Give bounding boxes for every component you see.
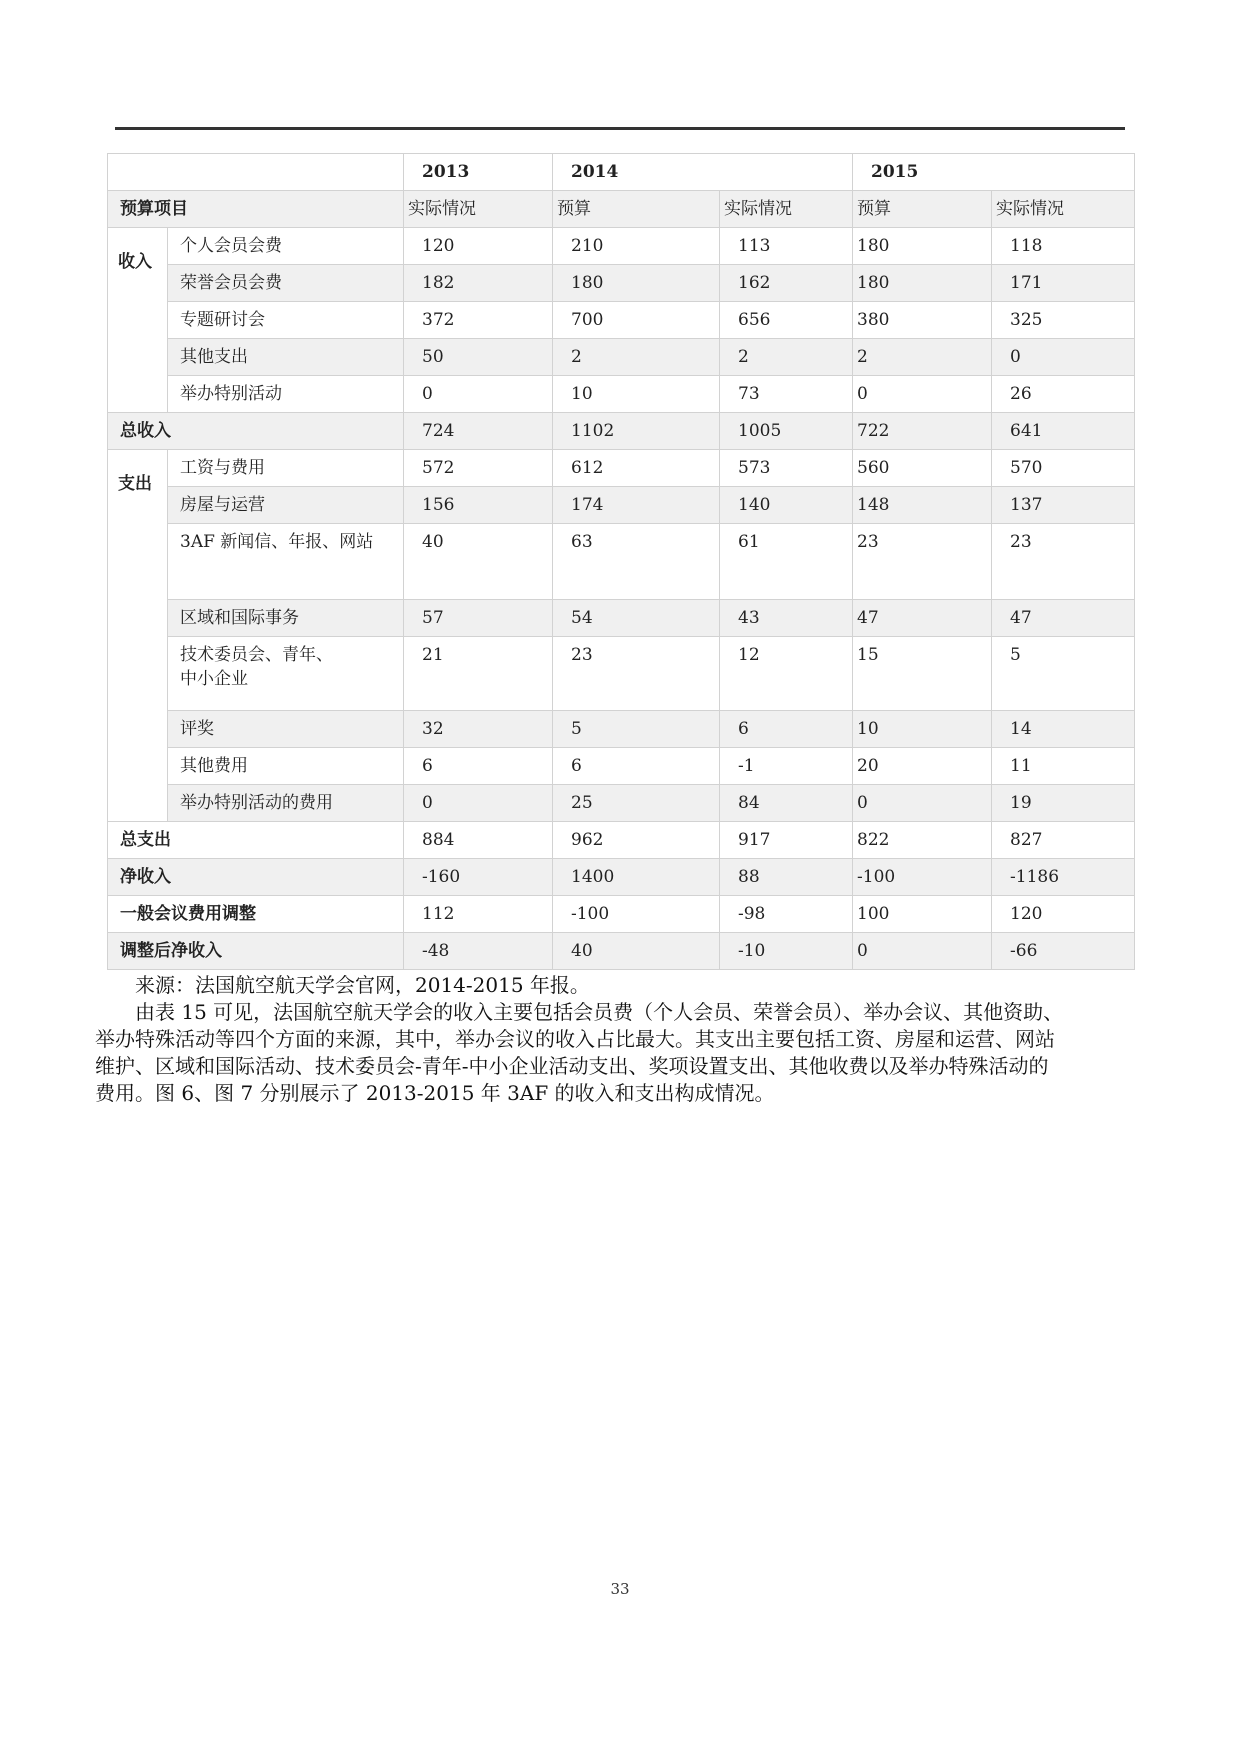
cell: 15 (853, 637, 992, 711)
row-label: 房屋与运营 (168, 487, 404, 524)
cell: 162 (720, 265, 853, 302)
cell: 573 (720, 450, 853, 487)
cell: 148 (853, 487, 992, 524)
cell: 325 (992, 302, 1135, 339)
table-row (108, 711, 1135, 748)
cell: 0 (853, 376, 992, 413)
row-label: 评奖 (168, 711, 404, 748)
cell: -98 (720, 896, 853, 933)
meeting-adjustment-row (108, 896, 1135, 933)
corner-cell (108, 154, 404, 191)
cell: 5 (992, 637, 1135, 711)
cell: 1400 (553, 859, 720, 896)
row-label: 总收入 (108, 413, 404, 450)
cell: 120 (992, 896, 1135, 933)
cell: 656 (720, 302, 853, 339)
cell: 23 (853, 524, 992, 600)
cell: 724 (404, 413, 553, 450)
cell: 0 (992, 339, 1135, 376)
row-label: 区域和国际事务 (168, 600, 404, 637)
cell: 100 (853, 896, 992, 933)
row-label: 调整后净收入 (108, 933, 404, 970)
table-row (108, 228, 1135, 265)
cell: 40 (553, 933, 720, 970)
cell: 112 (404, 896, 553, 933)
row-label: 其他费用 (168, 748, 404, 785)
cell: 43 (720, 600, 853, 637)
cell: 73 (720, 376, 853, 413)
cell: 372 (404, 302, 553, 339)
cell: 560 (853, 450, 992, 487)
year-2014: 2014 (553, 154, 853, 191)
row-label-line1: 技术委员会、青年、 (180, 645, 333, 665)
cell: -66 (992, 933, 1135, 970)
total-expense-row (108, 822, 1135, 859)
cell: 180 (853, 228, 992, 265)
subheader-2014-actual: 实际情况 (720, 191, 853, 228)
row-label: 3AF 新闻信、年报、网站 (168, 524, 404, 600)
adjusted-net-income-row (108, 933, 1135, 970)
cell: 20 (853, 748, 992, 785)
row-label: 一般会议费用调整 (108, 896, 404, 933)
cell: 23 (553, 637, 720, 711)
cell: 0 (404, 785, 553, 822)
table-row (108, 600, 1135, 637)
cell: -100 (853, 859, 992, 896)
cell: 23 (992, 524, 1135, 600)
table-row (108, 524, 1135, 600)
cell: 180 (553, 265, 720, 302)
cell: 6 (404, 748, 553, 785)
expense-group-label: 支出 (108, 450, 168, 822)
table-row (108, 450, 1135, 487)
cell: 0 (853, 933, 992, 970)
net-income-row (108, 859, 1135, 896)
table-row (108, 376, 1135, 413)
cell: 822 (853, 822, 992, 859)
cell: 40 (404, 524, 553, 600)
cell: 19 (992, 785, 1135, 822)
cell: 572 (404, 450, 553, 487)
cell: 21 (404, 637, 553, 711)
source-note: 来源：法国航空航天学会官网，2014-2015 年报。 (135, 973, 590, 997)
table-row (108, 487, 1135, 524)
cell: 6 (553, 748, 720, 785)
cell: 2 (853, 339, 992, 376)
cell: 113 (720, 228, 853, 265)
cell: -1 (720, 748, 853, 785)
cell: 570 (992, 450, 1135, 487)
cell: 12 (720, 637, 853, 711)
paragraph-line-2: 举办特殊活动等四个方面的来源，其中，举办会议的收入占比最大。其支出主要包括工资、房屋和运营、网站 (95, 1027, 1055, 1051)
budget-item-header: 预算项目 (108, 191, 404, 228)
cell: 47 (853, 600, 992, 637)
cell: 5 (553, 711, 720, 748)
cell: 10 (853, 711, 992, 748)
cell: -160 (404, 859, 553, 896)
cell: 54 (553, 600, 720, 637)
row-label: 其他支出 (168, 339, 404, 376)
cell: 884 (404, 822, 553, 859)
paragraph-line-1: 由表 15 可见，法国航空航天学会的收入主要包括会员费（个人会员、荣誉会员）、举办会议、其他资助、 (135, 1000, 1064, 1024)
cell: 10 (553, 376, 720, 413)
cell: 57 (404, 600, 553, 637)
cell: 47 (992, 600, 1135, 637)
table-row (108, 748, 1135, 785)
row-label: 总支出 (108, 822, 404, 859)
cell: 61 (720, 524, 853, 600)
row-label: 工资与费用 (168, 450, 404, 487)
cell: -48 (404, 933, 553, 970)
cell: 0 (853, 785, 992, 822)
row-label (168, 637, 404, 711)
cell: 1005 (720, 413, 853, 450)
row-label: 举办特别活动的费用 (168, 785, 404, 822)
cell: 118 (992, 228, 1135, 265)
cell: 612 (553, 450, 720, 487)
cell: 700 (553, 302, 720, 339)
cell: 137 (992, 487, 1135, 524)
subheader-row (108, 191, 1135, 228)
cell: 14 (992, 711, 1135, 748)
cell: 6 (720, 711, 853, 748)
cell: 11 (992, 748, 1135, 785)
cell: 380 (853, 302, 992, 339)
cell: 1102 (553, 413, 720, 450)
page-number: 33 (610, 1580, 630, 1598)
cell: 2 (553, 339, 720, 376)
cell: 84 (720, 785, 853, 822)
income-group-label: 收入 (108, 228, 168, 413)
cell: -1186 (992, 859, 1135, 896)
cell: 827 (992, 822, 1135, 859)
row-label-line2: 中小企业 (180, 669, 248, 689)
year-2015: 2015 (853, 154, 1135, 191)
cell: 156 (404, 487, 553, 524)
cell: 120 (404, 228, 553, 265)
paragraph-line-4: 费用。图 6、图 7 分别展示了 2013-2015 年 3AF 的收入和支出构成情况。 (95, 1081, 775, 1105)
cell: 140 (720, 487, 853, 524)
cell: 962 (553, 822, 720, 859)
cell: 180 (853, 265, 992, 302)
total-income-row (108, 413, 1135, 450)
body-text (95, 972, 1135, 1107)
cell: 0 (404, 376, 553, 413)
subheader-2014-budget: 预算 (553, 191, 720, 228)
cell: 171 (992, 265, 1135, 302)
table-row (108, 785, 1135, 822)
cell: 50 (404, 339, 553, 376)
cell: 641 (992, 413, 1135, 450)
table-row (108, 302, 1135, 339)
row-label: 净收入 (108, 859, 404, 896)
cell: 2 (720, 339, 853, 376)
cell: 722 (853, 413, 992, 450)
year-2013: 2013 (404, 154, 553, 191)
cell: 25 (553, 785, 720, 822)
table-row (108, 339, 1135, 376)
header-rule (115, 127, 1125, 130)
cell: 174 (553, 487, 720, 524)
subheader-2013-actual: 实际情况 (404, 191, 553, 228)
cell: 210 (553, 228, 720, 265)
cell: -10 (720, 933, 853, 970)
year-header-row (108, 154, 1135, 191)
cell: 182 (404, 265, 553, 302)
row-label: 荣誉会员会费 (168, 265, 404, 302)
paragraph-line-3: 维护、区域和国际活动、技术委员会-青年-中小企业活动支出、奖项设置支出、其他收费以及举办特殊活动的 (95, 1054, 1049, 1078)
cell: 26 (992, 376, 1135, 413)
row-label: 专题研讨会 (168, 302, 404, 339)
cell: 88 (720, 859, 853, 896)
subheader-2015-budget: 预算 (853, 191, 992, 228)
budget-table (107, 153, 1135, 970)
cell: 63 (553, 524, 720, 600)
row-label: 个人会员会费 (168, 228, 404, 265)
table-row (108, 637, 1135, 711)
subheader-2015-actual: 实际情况 (992, 191, 1135, 228)
row-label: 举办特别活动 (168, 376, 404, 413)
cell: 917 (720, 822, 853, 859)
cell: -100 (553, 896, 720, 933)
cell: 32 (404, 711, 553, 748)
table-row (108, 265, 1135, 302)
